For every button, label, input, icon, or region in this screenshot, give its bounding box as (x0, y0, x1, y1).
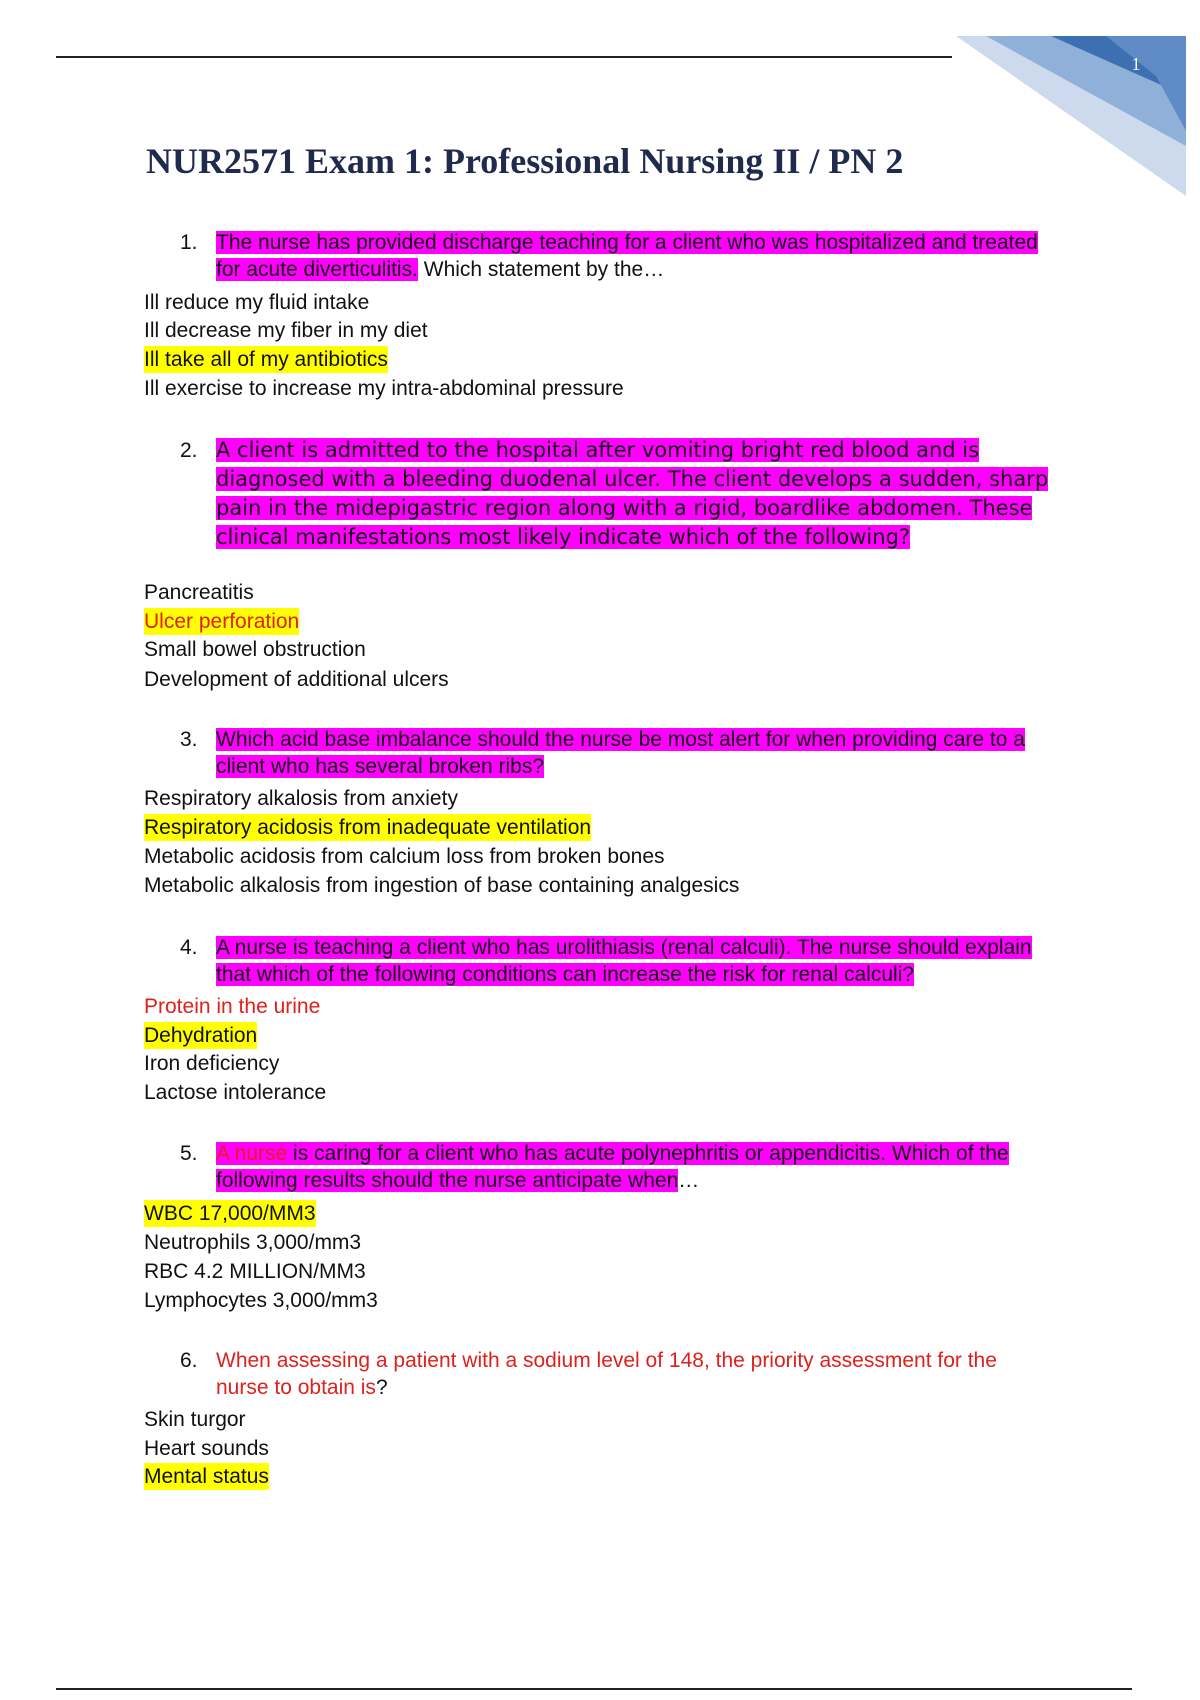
question-text: When assessing a patient with a sodium level of 148, the priority assessment for the (216, 1349, 997, 1372)
question-text: … (678, 1169, 700, 1192)
question-1 (180, 229, 1038, 283)
question-text: clinical manifestations most likely indicate which of the following? (216, 525, 911, 549)
question-3 (180, 726, 1025, 780)
question-text: pain in the midepigastric region along with a rigid, boardlike abdomen. These (216, 496, 1033, 520)
question-text: Which statement by the… (417, 258, 665, 281)
question-text: diagnosed with a bleeding duodenal ulcer. The client develops a sudden, sharp (216, 467, 1049, 491)
answer-option: Metabolic acidosis from calcium loss from broken bones (144, 845, 665, 868)
correct-answer-option: WBC 17,000/MM3 (144, 1202, 316, 1225)
question-number: 4. (180, 936, 198, 959)
question-text: for acute diverticulitis. (216, 258, 418, 281)
answer-option: Lymphocytes 3,000/mm3 (144, 1289, 378, 1312)
question-4 (180, 934, 1032, 988)
question-text: Which acid base imbalance should the nurse be most alert for when providing care to a (216, 728, 1025, 751)
question-text: is caring for a client who has acute polynephritis or appendicitis. Which of the (287, 1142, 1009, 1165)
correct-answer-option: Dehydration (144, 1024, 258, 1047)
answer-option: Ill exercise to increase my intra-abdominal pressure (144, 377, 624, 400)
answer-option: Heart sounds (144, 1437, 269, 1460)
question-text: The nurse has provided discharge teaching for a client who was hospitalized and treated (216, 231, 1038, 254)
question-6 (180, 1347, 997, 1401)
answer-option: Iron deficiency (144, 1052, 280, 1075)
question-2 (180, 436, 1048, 552)
question-number: 2. (180, 439, 198, 462)
header-rule (56, 56, 952, 58)
footer-rule (56, 1688, 1132, 1690)
answer-option: Skin turgor (144, 1408, 246, 1431)
correct-answer-option: Respiratory acidosis from inadequate ventilation (144, 816, 592, 839)
question-text: A nurse is teaching a client who has urolithiasis (renal calculi). The nurse should explain (216, 936, 1032, 959)
answer-option: Metabolic alkalosis from ingestion of base containing analgesics (144, 874, 740, 897)
answer-option: Development of additional ulcers (144, 668, 449, 691)
answer-option: Ill decrease my fiber in my diet (144, 319, 428, 342)
answer-option: RBC 4.2 MILLION/MM3 (144, 1260, 366, 1283)
correct-answer-option: Ill take all of my antibiotics (144, 348, 388, 371)
question-text: following results should the nurse anticipate when (216, 1169, 679, 1192)
answer-option: Lactose intolerance (144, 1081, 327, 1104)
question-number: 1. (180, 231, 198, 254)
answer-option: Ill reduce my fluid intake (144, 291, 370, 314)
question-text: A client is admitted to the hospital after vomiting bright red blood and is (216, 438, 980, 462)
question-number: 3. (180, 728, 198, 751)
answer-option: Neutrophils 3,000/mm3 (144, 1231, 362, 1254)
question-text: nurse to obtain is (216, 1376, 376, 1399)
question-text: A nurse (216, 1142, 288, 1165)
answer-option: Respiratory alkalosis from anxiety (144, 787, 458, 810)
page-number: 1 (1131, 54, 1141, 74)
answer-option: Small bowel obstruction (144, 638, 366, 661)
corner-decoration (956, 36, 1186, 196)
question-5 (180, 1140, 1009, 1194)
document-title: NUR2571 Exam 1: Professional Nursing II / PN 2 (146, 141, 904, 181)
question-number: 6. (180, 1349, 198, 1372)
answer-option: Pancreatitis (144, 581, 254, 604)
correct-answer-option: Mental status (144, 1465, 269, 1488)
answer-option: Protein in the urine (144, 995, 321, 1018)
question-number: 5. (180, 1142, 198, 1165)
question-text: ? (375, 1376, 388, 1399)
correct-answer-option: Ulcer perforation (144, 610, 300, 633)
question-text: client who has several broken ribs? (216, 755, 545, 778)
question-text: that which of the following conditions can increase the risk for renal calculi? (216, 963, 915, 986)
